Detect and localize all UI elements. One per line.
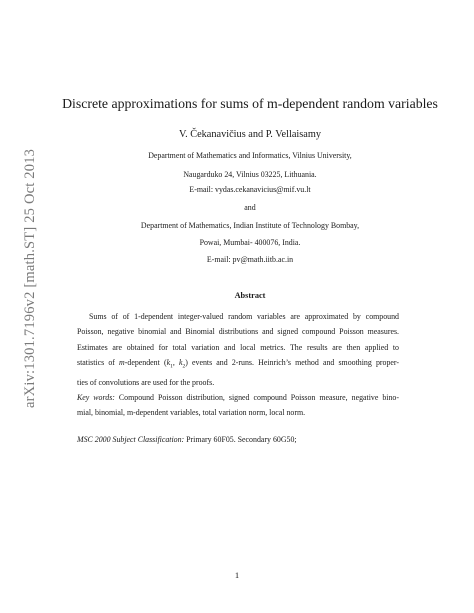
keywords-block	[77, 390, 399, 421]
abstract-body	[77, 309, 399, 390]
affiliation1-email[interactable]: E-mail: vydas.cekanavicius@mif.vu.lt	[189, 185, 311, 194]
affiliation1-address: Naugarduko 24, Vilnius 03225, Lithuania.	[183, 170, 317, 179]
abstract-line: statistics of m-dependent ($k_1$, $k_2$) events and 2-runs. Heinrich’s method and smoothing proper-	[77, 357, 400, 370]
affiliation2-email[interactable]: E-mail: pv@math.iitb.ac.in	[206, 255, 294, 264]
abstract-line: Estimates are obtained for total variation and local metrics. The results are then applied to	[77, 342, 399, 352]
affiliation1-department: Department of Mathematics and Informatics, Vilnius University,	[148, 151, 352, 160]
keywords-line: mial, binomial, m-dependent variables, total variation norm, local norm.	[77, 408, 306, 418]
affiliation2-address: Powai, Mumbai- 400076, India.	[199, 238, 301, 247]
page-number: 1	[234, 570, 240, 580]
authors: V. Čekanavičius and P. Vellaisamy	[178, 129, 322, 140]
paper-title: Discrete approximations for sums of m-dependent random variables	[62, 96, 438, 111]
and-separator: and	[244, 203, 256, 212]
abstract-heading: Abstract	[234, 291, 266, 300]
abstract-line: ties of convolutions are used for the proofs.	[77, 377, 215, 387]
abstract-line: Poisson, negative binomial and Binomial distributions and signed compound Poisson measures.	[77, 327, 399, 337]
abstract-line: Sums of of 1-dependent integer-valued random variables are approximated by compound	[89, 312, 399, 321]
keywords-label: Key words:	[77, 393, 115, 402]
keywords-line: Key words: Compound Poisson distribution, signed compound Poisson measure, negative bino-	[77, 393, 400, 402]
affiliation2-department: Department of Mathematics, Indian Institute of Technology Bombay,	[140, 221, 360, 230]
msc-label: MSC 2000 Subject Classification:	[77, 435, 185, 444]
msc-classification: MSC 2000 Subject Classification: Primary 60F05. Secondary 60G50;	[77, 435, 297, 444]
arxiv-identifier[interactable]: arXiv:1301.7196v2 [math.ST] 25 Oct 2013	[22, 148, 38, 408]
